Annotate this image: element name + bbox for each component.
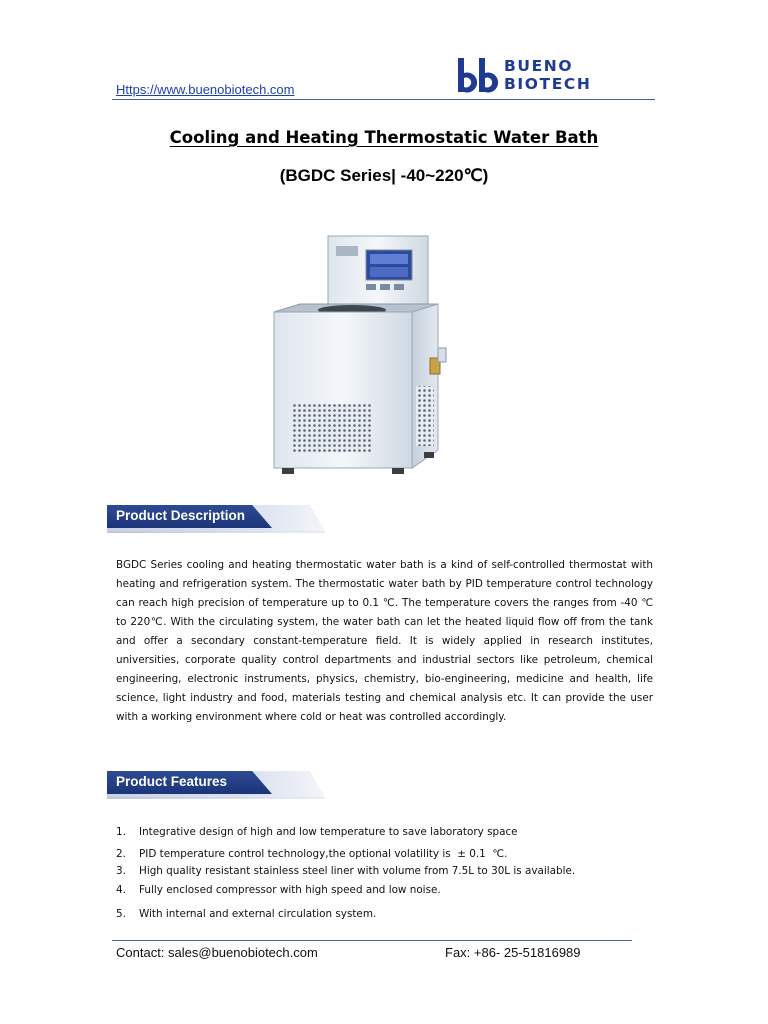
list-item-number: 1.	[116, 826, 126, 838]
list-item-number: 3.	[116, 865, 126, 877]
list-item-number: 4.	[116, 884, 126, 896]
fax-number: Fax: +86- 25-51816989	[445, 945, 581, 960]
description-heading: Product Description	[116, 508, 246, 523]
list-item-text: With internal and external circulation system.	[139, 908, 377, 920]
page-title	[0, 128, 768, 147]
bb-logo-icon	[455, 56, 501, 94]
contact-email[interactable]: Contact: sales@buenobiotech.com	[116, 945, 318, 960]
header-divider	[112, 99, 655, 100]
features-heading: Product Features	[116, 774, 228, 789]
list-item-text: Integrative design of high and low temperature to save laboratory space	[139, 826, 518, 838]
brand-logo	[455, 56, 655, 96]
list-item	[116, 848, 507, 860]
footer-divider	[112, 940, 632, 941]
product-description: BGDC Series cooling and heating thermostatic water bath is a kind of self-controlled thermostat with heating and refrigeration system. The thermostatic water bath by PID temperature control technology can reach high precision of temperature up to 0.1 ℃. The temperature covers the ranges from -40 ℃ to 220℃. With the circulating system, the water bath can let the heated liquid flow off from the tank and offer a secondary constant-temperature field. It is widely applied in research institutes, universities, corporate quality control departments and industrial sectors like petroleum, chemical engineering, electronic instruments, physics, chemistry, bio-engineering, medicine and health, life science, light industry and food, materials testing and chemical analysis etc. It can provide the user with a working environment where cold or heat was controlled accordingly.	[116, 559, 653, 723]
list-item-number: 2.	[116, 848, 126, 860]
brand-name-line2: BIOTECH	[504, 75, 592, 93]
page-title-text: Cooling and Heating Thermostatic Water Bath	[169, 128, 599, 147]
brand-name-line1: BUENO	[504, 57, 574, 75]
list-item-text: Fully enclosed compressor with high speed and low noise.	[139, 884, 441, 896]
list-item-text: High quality resistant stainless steel liner with volume from 7.5L to 30L is available.	[139, 865, 576, 877]
list-item	[116, 826, 518, 838]
website-link[interactable]: Https://www.buenobiotech.com	[116, 82, 295, 97]
list-item	[116, 884, 441, 896]
list-item	[116, 865, 575, 877]
features-heading-banner	[107, 771, 325, 801]
page-subtitle: (BGDC Series| -40~220℃)	[279, 166, 489, 185]
list-item-text: PID temperature control technology,the optional volatility is ± 0.1 ℃.	[139, 848, 508, 860]
brand-name	[504, 57, 591, 93]
description-heading-banner	[107, 505, 325, 535]
list-item	[116, 908, 376, 920]
water-bath-machine-illustration	[262, 228, 452, 498]
list-item-number: 5.	[116, 908, 126, 920]
